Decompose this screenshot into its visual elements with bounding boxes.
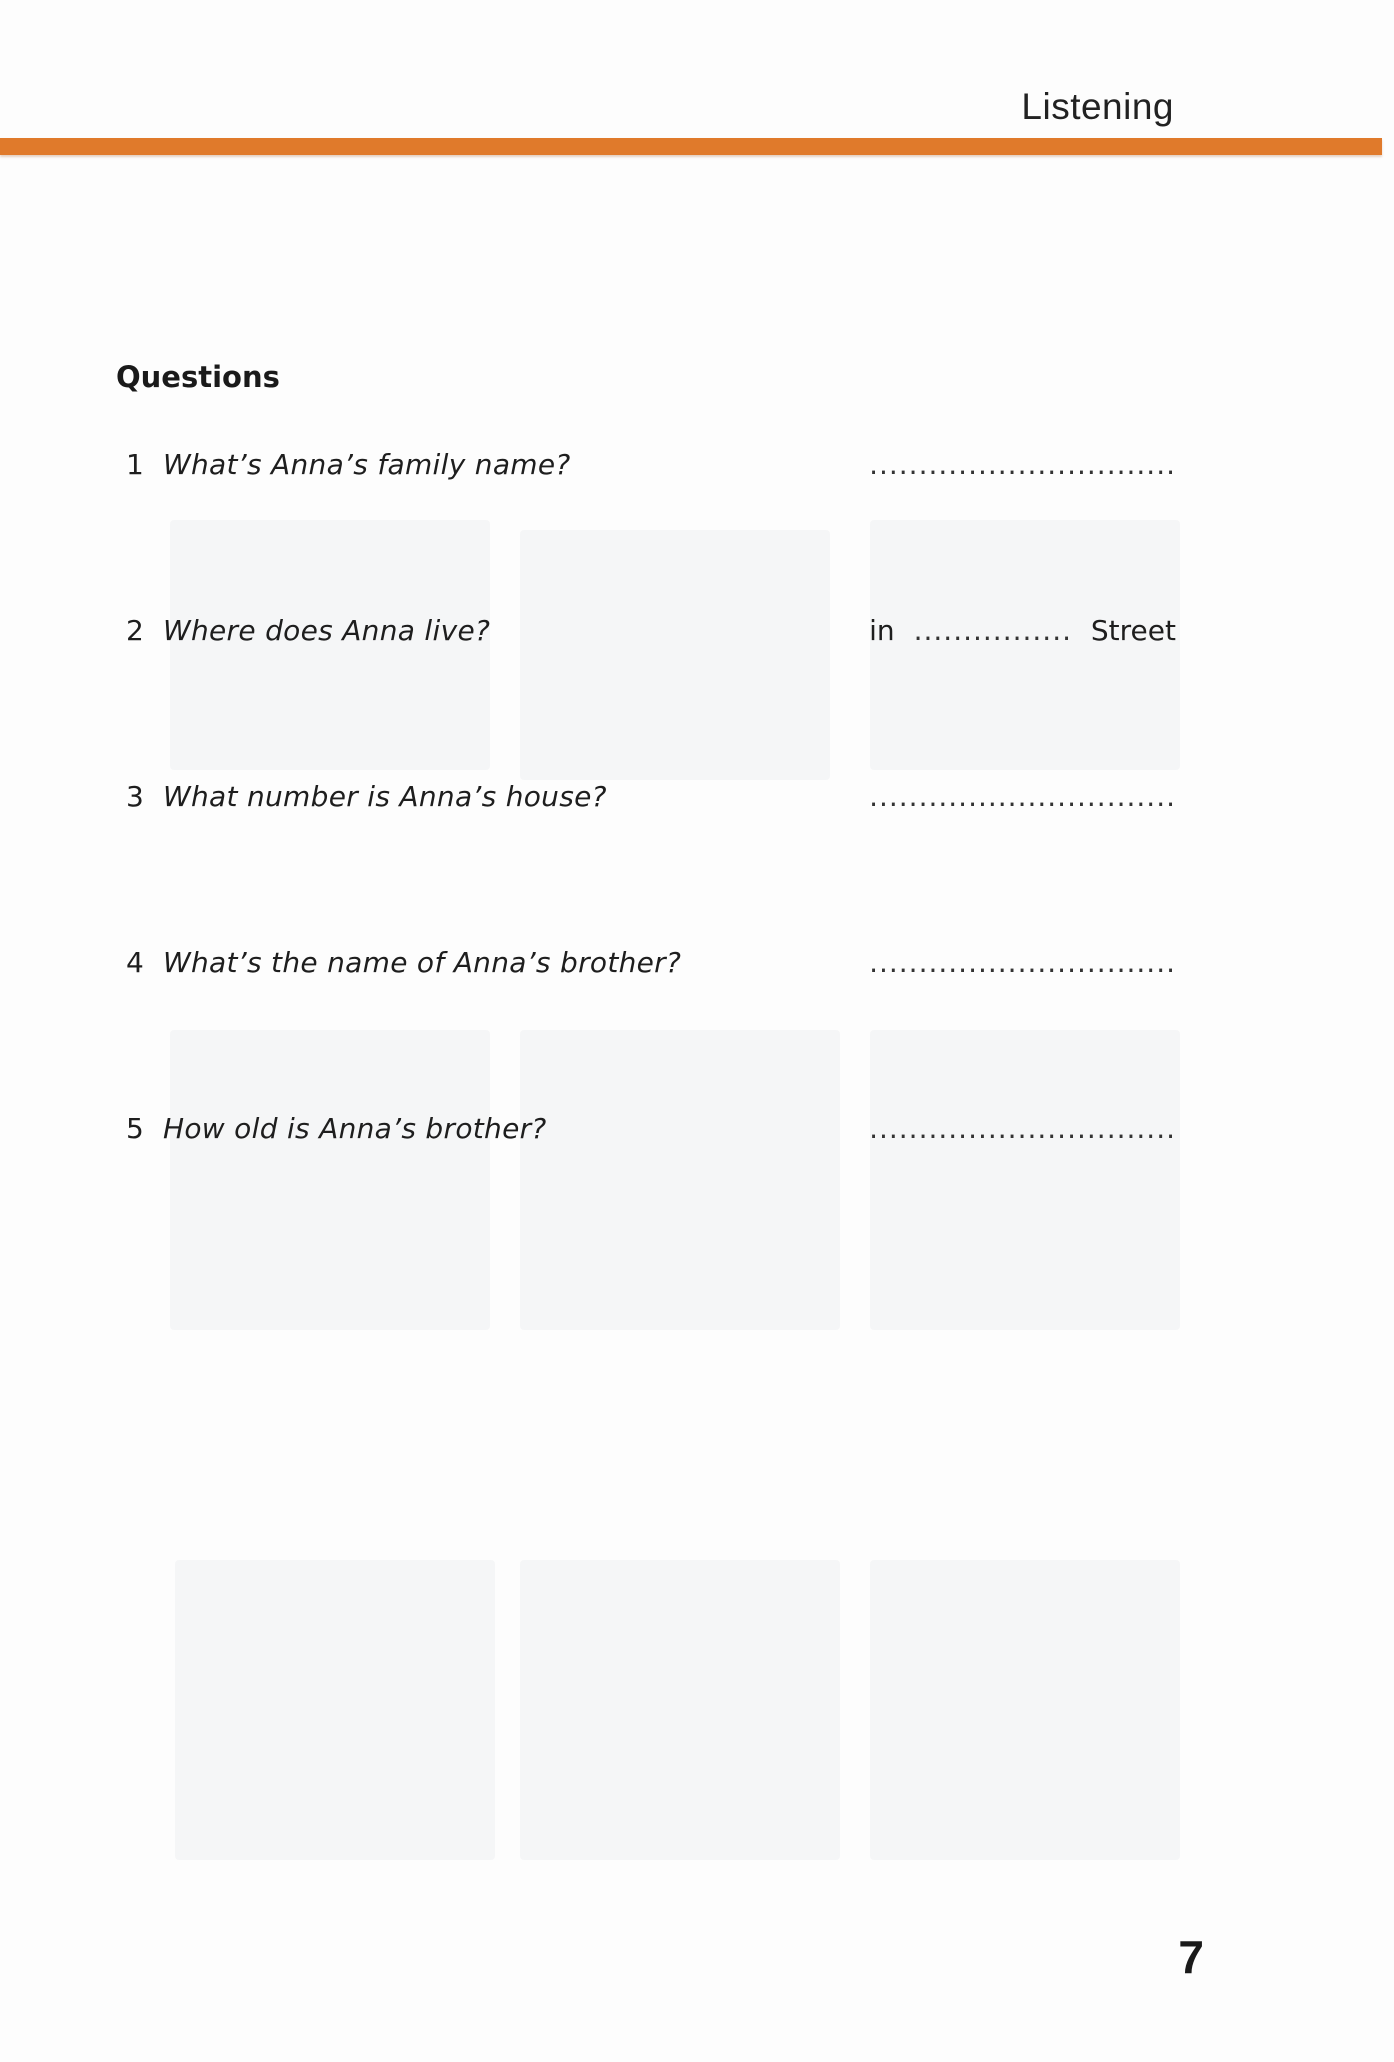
question-text: What’s Anna’s family name? [163,448,571,481]
question-number: 2 [126,614,144,647]
answer-blank[interactable] [869,946,1176,979]
show-through-image [170,1030,490,1330]
section-header-label: Listening [1021,86,1174,127]
question-number: 4 [126,946,144,979]
page-number: 7 [1178,1931,1204,1983]
answer-blank[interactable] [869,780,1176,813]
questions-heading: Questions [116,360,280,394]
show-through-image [870,1560,1180,1860]
question-number: 1 [126,448,144,481]
question-item [126,780,1176,824]
show-through-image [870,1030,1180,1330]
header-accent-rule [0,138,1382,155]
question-item [126,614,1176,658]
show-through-image [520,1560,840,1860]
question-item [126,946,1176,990]
question-text: How old is Anna’s brother? [163,1112,547,1145]
answer-blank[interactable] [869,614,1176,647]
question-item [126,1112,1176,1156]
answer-dots[interactable]: ................ [913,614,1072,647]
answer-blank[interactable] [869,448,1176,481]
answer-prefix: in [869,614,895,647]
question-number: 5 [126,1112,144,1145]
question-text: What’s the name of Anna’s brother? [163,946,682,979]
show-through-image [520,1030,840,1330]
show-through-image [175,1560,495,1860]
answer-dots[interactable]: ............................... [869,448,1176,481]
question-text: What number is Anna’s house? [163,780,607,813]
answer-blank[interactable] [869,1112,1176,1145]
answer-dots[interactable]: ............................... [869,946,1176,979]
question-item [126,448,1176,492]
question-text: Where does Anna live? [163,614,491,647]
answer-dots[interactable]: ............................... [869,780,1176,813]
answer-suffix: Street [1090,614,1176,647]
answer-dots[interactable]: ............................... [869,1112,1176,1145]
question-number: 3 [126,780,144,813]
